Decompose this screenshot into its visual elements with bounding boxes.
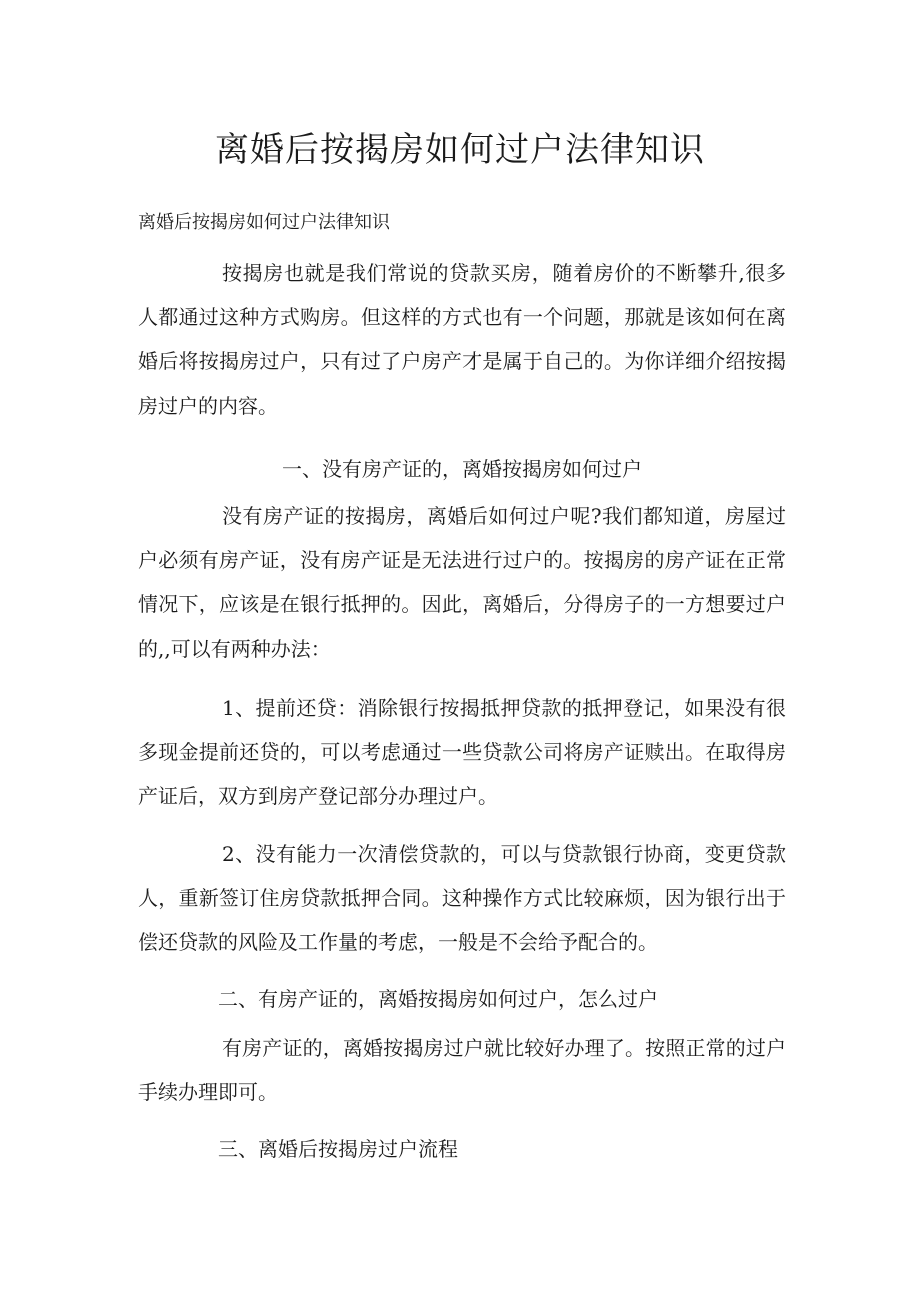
section-3-heading: 三、离婚后按揭房过户流程: [218, 1137, 458, 1161]
section-1-body: 没有房产证的按揭房，离婚后如何过户呢?我们都知道，房屋过户必须有房产证，没有房产证是无法进行过户的。按揭房的房产证在正常情况下，应该是在银行抵押的。因此，离婚后，分得房子的一方想要过户的,,可以有两种办法：: [138, 504, 786, 661]
section-2-body: 有房产证的，离婚按揭房过户就比较好办理了。按照正常的过户手续办理即可。: [138, 1036, 786, 1105]
section-1-item-2: 2、没有能力一次清偿贷款的，可以与贷款银行协商，变更贷款人，重新签订住房贷款抵押合同。这种操作方式比较麻烦，因为银行出于偿还贷款的风险及工作量的考虑，一般是不会给予配合的。: [138, 842, 786, 955]
intro-paragraph: 按揭房也就是我们常说的贷款买房，随着房价的不断攀升,很多人都通过这种方式购房。但这样的方式也有一个问题，那就是该如何在离婚后将按揭房过户，只有过了户房产才是属于自己的。为你详细介绍按揭房过户的内容。: [138, 261, 786, 418]
document-title: 离婚后按揭房如何过户法律知识: [215, 130, 705, 170]
section-2-heading: 二、有房产证的，离婚按揭房如何过户，怎么过户: [218, 987, 658, 1011]
section-1-heading: 一、没有房产证的，离婚按揭房如何过户: [282, 457, 642, 481]
document-subtitle: 离婚后按揭房如何过户法律知识: [138, 212, 390, 233]
section-1-item-1: 1、提前还贷：消除银行按揭抵押贷款的抵押登记，如果没有很多现金提前还贷的，可以考虑通过一些贷款公司将房产证赎出。在取得房产证后，双方到房产登记部分办理过户。: [138, 696, 786, 809]
